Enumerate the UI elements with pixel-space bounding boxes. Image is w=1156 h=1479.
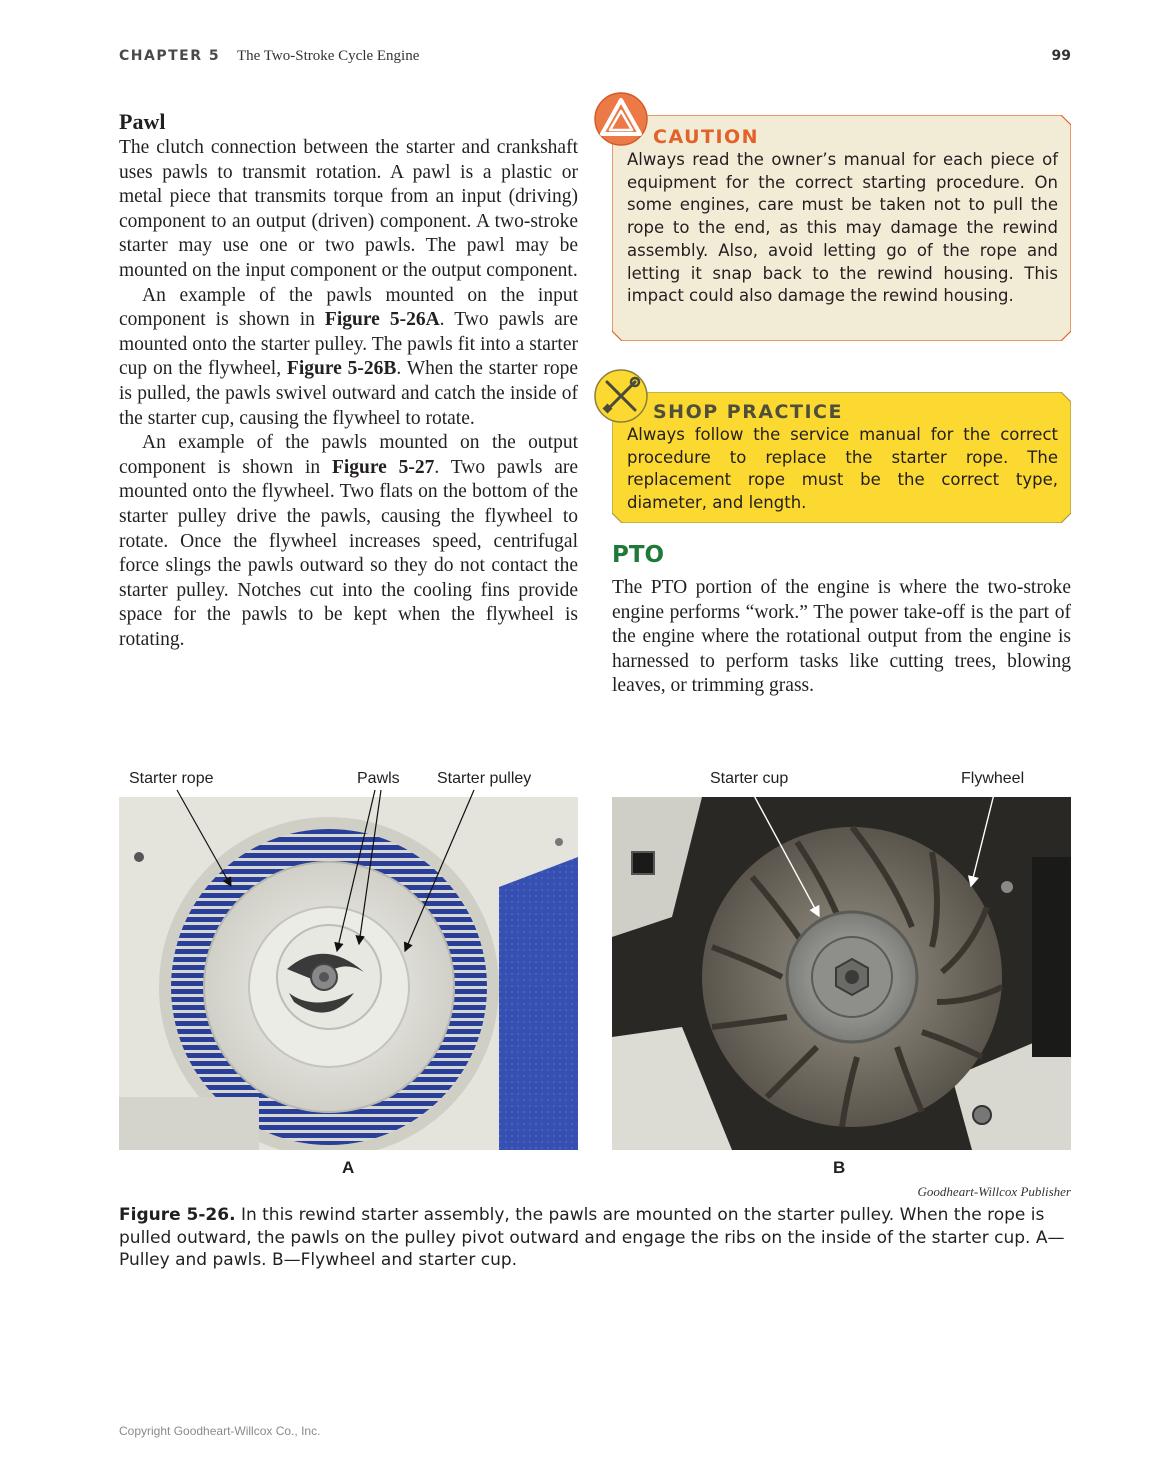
- caution-callout: [612, 115, 1071, 341]
- copyright-footer: Copyright Goodheart-Willcox Co., Inc.: [119, 1424, 321, 1438]
- photo-pulley-and-pawls: [119, 797, 578, 1150]
- caution-text: Always read the owner’s manual for each piece of equipment for the correct starting procedure. On some engines, care must be taken not to pull the rope to the end, as this may damage the rewind assembly. Also, avoid letting go of the rope and letting it snap back to the rewind housing. This impact could also damage the rewind housing.: [627, 150, 1058, 306]
- chapter-title: The Two-Stroke Cycle Engine: [237, 48, 420, 64]
- label-starter-pulley: Starter pulley: [437, 770, 532, 787]
- pawl-paragraph-1: The clutch connection between the starter and crankshaft uses pawls to transmit rotation. A pawl is a plastic or metal piece that transmits torque from an input (driving) component to an output (driven) component. A two-stroke starter may use one or two pawls. The pawl may be mounted on the input component or the output component.: [119, 137, 578, 281]
- figure-caption-text: In this rewind starter assembly, the pawls are mounted on the starter pulley. When the rope is pulled outward, the pawls on the pulley pivot outward and engage the ribs on the inside of the starter cup. A—Pulley and pawls. B—Flywheel and starter cup.: [119, 1205, 1065, 1270]
- pawl-paragraph-3: [119, 431, 578, 652]
- caution-title: CAUTION: [653, 126, 760, 148]
- pawl-section: [119, 108, 578, 652]
- pto-paragraph: The PTO portion of the engine is where the two-stroke engine performs “work.” The power take-off is the part of the engine where the rotational output from the engine is harnessed to perform tasks like cutting trees, blowing leaves, or trimming grass.: [612, 577, 1071, 697]
- panel-letter-a: A: [342, 1158, 355, 1177]
- chapter-label: CHAPTER 5: [119, 48, 221, 64]
- pawl-p3-text-a: An example of the pawls mounted on the output component is shown in: [119, 432, 578, 478]
- panel-letter-b: B: [833, 1158, 846, 1177]
- figure-ref-5-27: Figure 5-27: [331, 456, 435, 478]
- label-starter-cup: Starter cup: [710, 770, 789, 787]
- shop-practice-callout: [612, 392, 1071, 523]
- figure-caption-label: Figure 5-26.: [119, 1205, 236, 1225]
- photo-flywheel-and-starter-cup: [612, 797, 1071, 1150]
- pawl-heading: Pawl: [119, 109, 166, 134]
- shop-practice-title: SHOP PRACTICE: [653, 401, 843, 423]
- pto-heading: PTO: [612, 542, 665, 568]
- page-number: 99: [1051, 48, 1071, 64]
- figure-caption: [119, 1204, 1071, 1272]
- pawl-p3-text-b: . Two pawls are mounted onto the flywheel. Two flats on the bottom of the starter pulley drive the pawls, causing the flywheel to rotate. Once the flywheel increases speed, centrifugal force slings the pawls outward so they do not contact the starter pulley. Notches cut into the cooling fins provide space for the pawls to be kept when the flywheel is rotating.: [119, 456, 578, 650]
- pawl-paragraph-2: [119, 284, 578, 432]
- pawl-p2-text-b: . Two pawls are mounted onto the starter pulley. The pawls fit into a starter cup on the flywheel,: [119, 309, 578, 380]
- wrench-screwdriver-icon: [593, 368, 649, 424]
- figure-ref-5-26b: Figure 5-26B: [286, 358, 397, 380]
- figure-5-26: [119, 766, 1071, 1199]
- page-header: [119, 46, 1071, 68]
- warning-triangle-icon: [593, 91, 649, 147]
- label-flywheel: Flywheel: [961, 770, 1025, 787]
- label-pawls: Pawls: [357, 770, 400, 787]
- shop-practice-text: Always follow the service manual for the correct procedure to replace the starter rope. The replacement rope must be the correct type, diameter, and length.: [627, 425, 1058, 513]
- figure-ref-5-26a: Figure 5-26A: [324, 309, 440, 331]
- pto-section: [612, 540, 1071, 699]
- pawl-p2-text-c: . When the starter rope is pulled, the pawls swivel outward and catch the inside of the starter cup, causing the flywheel to rotate.: [119, 358, 578, 429]
- publisher-credit: Goodheart-Willcox Publisher: [917, 1184, 1071, 1199]
- pawl-p2-text-a: An example of the pawls mounted on the input component is shown in: [119, 284, 578, 331]
- label-starter-rope: Starter rope: [129, 770, 214, 787]
